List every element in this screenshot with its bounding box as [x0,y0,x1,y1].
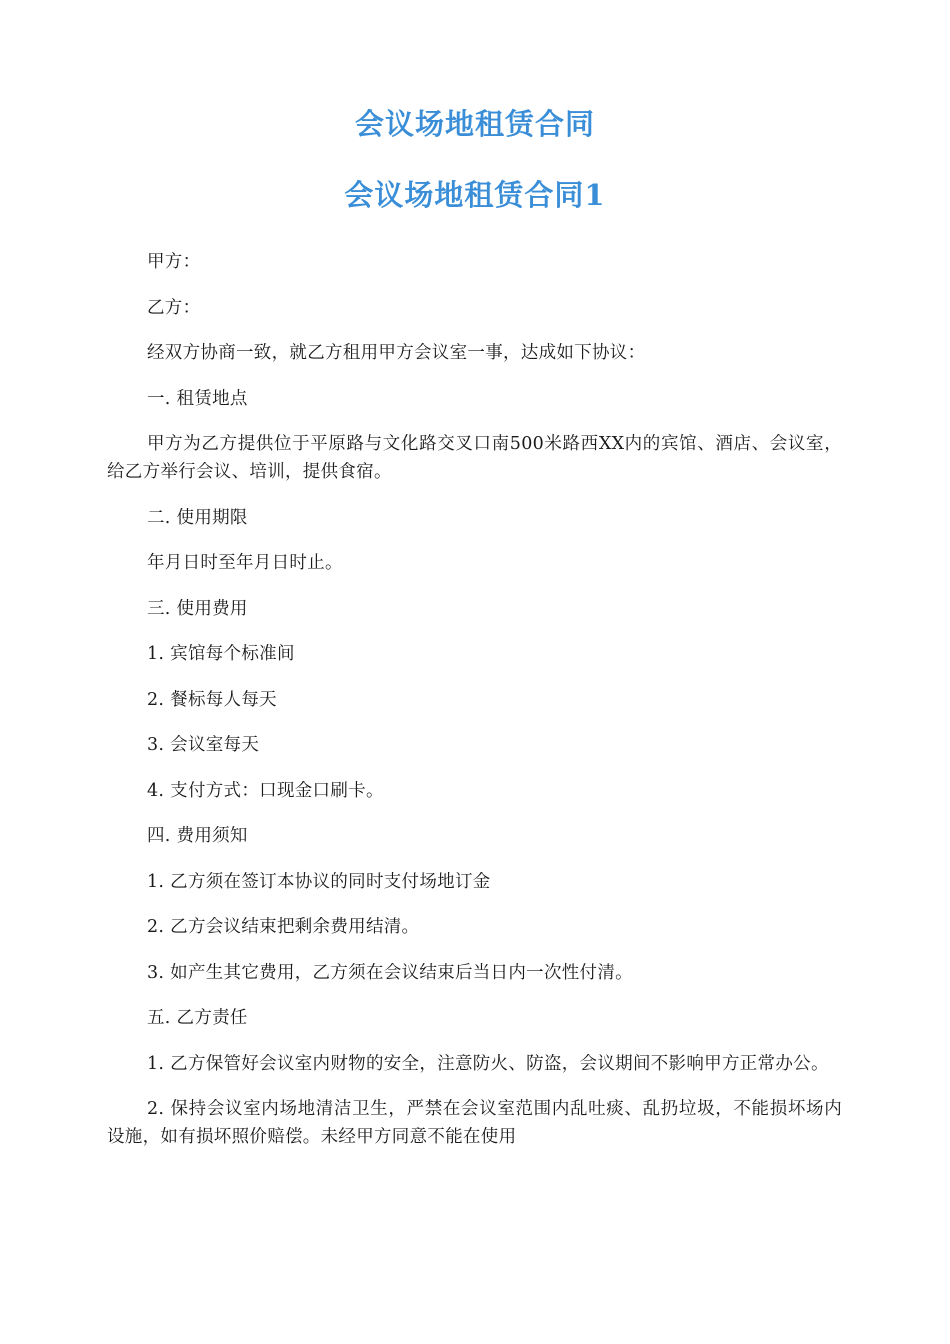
fee-note-item: 2. 乙方会议结束把剩余费用结清。 [147,917,420,937]
section-heading-location: 一. 租赁地点 [147,388,248,409]
party-b-line: 乙方： [147,297,201,318]
fee-note-item: 3. 如产生其它费用，乙方须在会议结束后当日内一次性付清。 [147,962,633,983]
agreement-intro: 经双方协商一致，就乙方租用甲方会议室一事，达成如下协议： [147,343,646,363]
party-a-line: 甲方： [147,252,201,272]
section-heading-fees: 三. 使用费用 [147,598,248,619]
fee-item: 2. 餐标每人每天 [147,689,277,710]
fee-note-item: 1. 乙方须在签订本协议的同时支付场地订金 [147,871,491,892]
fee-item: 4. 支付方式：口现金口刷卡。 [147,780,384,801]
fee-item: 1. 宾馆每个标准间 [147,644,295,664]
document-subtitle: 会议场地租赁合同1 [344,178,606,212]
document-body [107,248,842,1169]
fee-item: 3. 会议室每天 [147,735,260,755]
section-heading-party-b-duties: 五. 乙方责任 [147,1008,248,1028]
location-paragraph: 甲方为乙方提供位于平原路与文化路交叉口南500米路西XX内的宾馆、酒店、会议室，给乙方举行会议、培训，提供食宿。 [107,434,842,482]
period-paragraph: 年月日时至年月日时止。 [147,553,343,573]
section-heading-period: 二. 使用期限 [147,507,248,528]
duty-item: 1. 乙方保管好会议室内财物的安全，注意防火、防盗，会议期间不影响甲方正常办公。 [147,1053,829,1074]
document-title: 会议场地租赁合同 [354,107,595,141]
section-heading-fee-notes: 四. 费用须知 [147,826,248,846]
duty-item: 2. 保持会议室内场地清洁卫生，严禁在会议室范围内乱吐痰、乱扔垃圾，不能损坏场内设施，如有损坏照价赔偿。未经甲方同意不能在使用 [107,1099,842,1147]
